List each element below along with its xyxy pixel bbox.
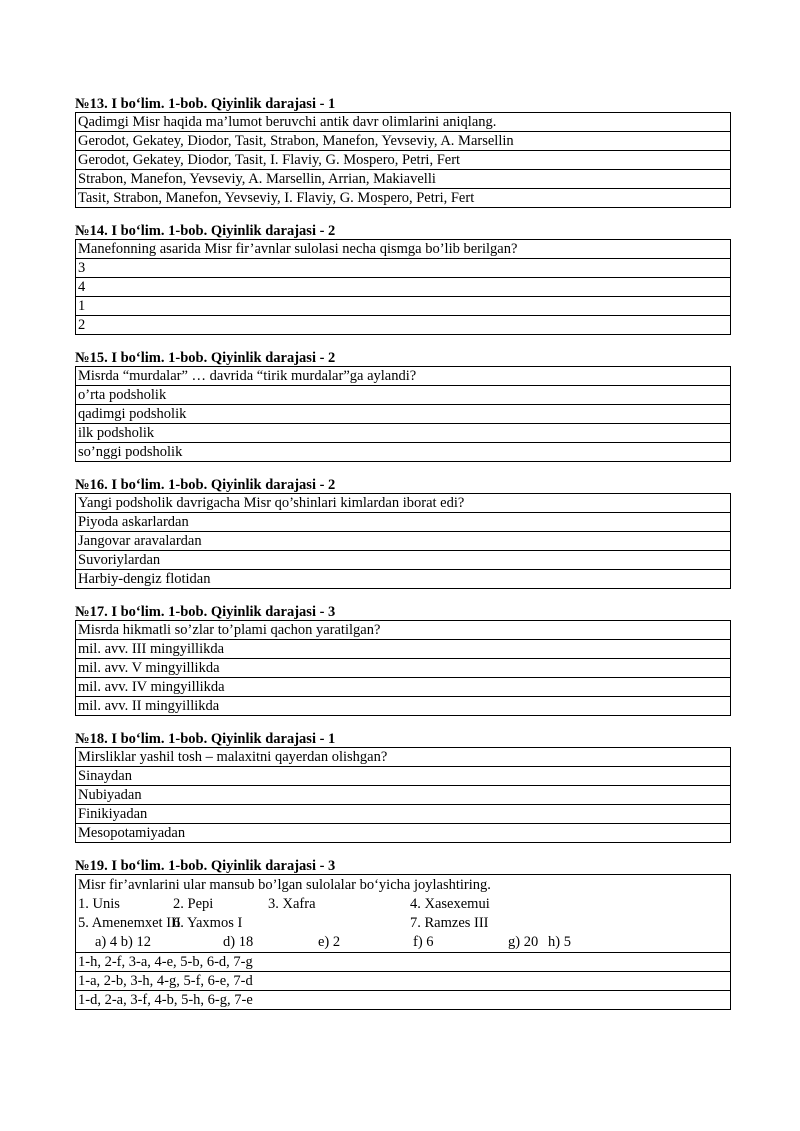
question-text: Manefonning asarida Misr fir’avnlar sulolasi necha qismga bo’lib berilgan?	[76, 240, 731, 259]
answer-option: mil. avv. II mingyillikda	[76, 697, 731, 716]
question-heading: №14. I bo‘lim. 1-bob. Qiyinlik darajasi - 2	[75, 223, 336, 239]
question-text: Misr fir’avnlarini ular mansub bo’lgan sulolalar bo‘yicha joylashtiring.	[78, 877, 491, 893]
answer-option: 1-h, 2-f, 3-a, 4-e, 5-b, 6-d, 7-g	[76, 953, 731, 972]
answer-option: o’rta podsholik	[76, 386, 731, 405]
dynasty-key-list	[78, 933, 728, 952]
answer-option: ilk podsholik	[76, 424, 731, 443]
answer-option: Nubiyadan	[76, 786, 731, 805]
pharaoh-item: 2. Pepi	[173, 896, 214, 912]
question-text: Mirsliklar yashil tosh – malaxitni qayerdan olishgan?	[76, 748, 731, 767]
question-table	[75, 493, 731, 589]
pharaoh-item: 4. Xasexemui	[410, 896, 490, 912]
answer-option: mil. avv. III mingyillikda	[76, 640, 731, 659]
question-heading: №16. I bo‘lim. 1-bob. Qiyinlik darajasi - 2	[75, 477, 336, 493]
question-17	[75, 604, 731, 716]
question-18	[75, 731, 731, 843]
answer-option: 4	[76, 278, 731, 297]
question-heading: №18. I bo‘lim. 1-bob. Qiyinlik darajasi - 1	[75, 731, 336, 747]
pharaoh-item: 3. Xafra	[268, 896, 316, 912]
question-heading: №15. I bo‘lim. 1-bob. Qiyinlik darajasi - 2	[75, 350, 336, 366]
answer-option: 1-d, 2-a, 3-f, 4-b, 5-h, 6-g, 7-e	[76, 991, 731, 1010]
question-table	[75, 747, 731, 843]
question-text: Qadimgi Misr haqida ma’lumot beruvchi antik davr olimlarini aniqlang.	[76, 113, 731, 132]
answer-option: 3	[76, 259, 731, 278]
question-heading: №13. I bo‘lim. 1-bob. Qiyinlik darajasi - 1	[75, 96, 336, 112]
answer-option: 1-a, 2-b, 3-h, 4-g, 5-f, 6-e, 7-d	[76, 972, 731, 991]
question-table	[75, 366, 731, 462]
answer-option: qadimgi podsholik	[76, 405, 731, 424]
question-text: Misrda hikmatli so’zlar to’plami qachon yaratilgan?	[76, 621, 731, 640]
answer-option: 2	[76, 316, 731, 335]
dynasty-key: a) 4 b) 12	[95, 934, 151, 950]
pharaoh-item: 1. Unis	[78, 896, 120, 912]
answer-option: Harbiy-dengiz flotidan	[76, 570, 731, 589]
question-heading: №19. I bo‘lim. 1-bob. Qiyinlik darajasi - 3	[75, 858, 336, 874]
answer-option: 1	[76, 297, 731, 316]
question-heading: №17. I bo‘lim. 1-bob. Qiyinlik darajasi - 3	[75, 604, 336, 620]
question-14	[75, 223, 731, 335]
pharaoh-item: 7. Ramzes III	[410, 915, 489, 931]
question-cell	[76, 875, 731, 953]
answer-option: Sinaydan	[76, 767, 731, 786]
answer-option: Gerodot, Gekatey, Diodor, Tasit, I. Flaviy, G. Mospero, Petri, Fert	[76, 151, 731, 170]
question-table	[75, 112, 731, 208]
pharaoh-list	[78, 895, 728, 933]
dynasty-key: d) 18	[223, 934, 254, 950]
answer-option: Mesopotamiyadan	[76, 824, 731, 843]
question-19	[75, 858, 731, 1010]
answer-option: so’nggi podsholik	[76, 443, 731, 462]
pharaoh-item: 6. Yaxmos I	[173, 915, 243, 931]
dynasty-key: e) 2	[318, 934, 341, 950]
answer-option: Finikiyadan	[76, 805, 731, 824]
dynasty-key: h) 5	[548, 934, 571, 950]
answer-option: Gerodot, Gekatey, Diodor, Tasit, Strabon, Manefon, Yevseviy, A. Marsellin	[76, 132, 731, 151]
question-table	[75, 874, 731, 1010]
dynasty-key: f) 6	[413, 934, 434, 950]
dynasty-key: g) 20	[508, 934, 539, 950]
question-table	[75, 620, 731, 716]
answer-option: Piyoda askarlardan	[76, 513, 731, 532]
question-table	[75, 239, 731, 335]
pharaoh-item: 5. Amenemxet III	[78, 915, 181, 931]
test-page	[75, 96, 731, 1025]
answer-option: Strabon, Manefon, Yevseviy, A. Marsellin, Arrian, Makiavelli	[76, 170, 731, 189]
question-text: Misrda “murdalar” … davrida “tirik murdalar”ga aylandi?	[76, 367, 731, 386]
answer-option: mil. avv. IV mingyillikda	[76, 678, 731, 697]
question-13	[75, 96, 731, 208]
question-15	[75, 350, 731, 462]
answer-option: mil. avv. V mingyillikda	[76, 659, 731, 678]
answer-option: Suvoriylardan	[76, 551, 731, 570]
answer-option: Jangovar aravalardan	[76, 532, 731, 551]
question-16	[75, 477, 731, 589]
question-text: Yangi podsholik davrigacha Misr qo’shinlari kimlardan iborat edi?	[76, 494, 731, 513]
answer-option: Tasit, Strabon, Manefon, Yevseviy, I. Flaviy, G. Mospero, Petri, Fert	[76, 189, 731, 208]
